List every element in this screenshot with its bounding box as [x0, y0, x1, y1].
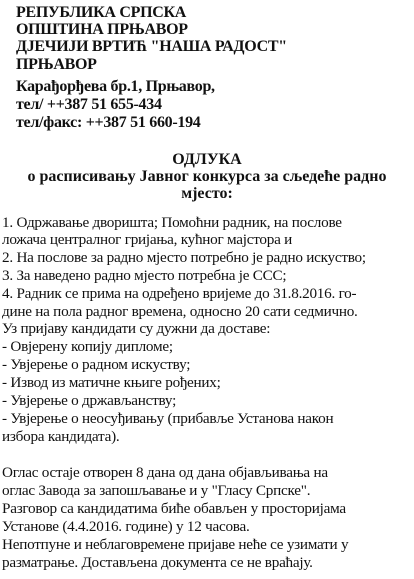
body-line-11: - Увјерење о држављанству;: [2, 392, 177, 409]
header-line-republic: РЕПУБЛИКА СРПСКА: [16, 4, 187, 21]
body-line-1: 1. Одржавање дворишта; Помоћни радник, на послове: [2, 214, 342, 231]
header-line-municipality: ОПШТИНА ПРЊАВОР: [16, 21, 188, 38]
header-line-city: ПРЊАВОР: [16, 56, 97, 73]
header-line-phone: тел/ ++387 51 655-434: [16, 96, 162, 113]
header-line-fax: тел/факс: ++387 51 660-194: [16, 114, 201, 131]
body-line-12: - Увјерење о неосуђивању (прибавље Установа након: [2, 410, 334, 427]
body-line-5: 4. Радник се прима на одређено вријеме до 31.8.2016. го-: [2, 285, 357, 302]
document-subtitle-1: о расписивању Јавног конкурса за сљедеће радно: [27, 168, 387, 185]
header-line-address: Карађорђева бр.1, Прњавор,: [16, 78, 215, 95]
body-line-4: 3. За наведено радно мјесто потребна је ССС;: [2, 267, 287, 284]
body-line-19: разматрање. Достављена документа се не враћају.: [2, 554, 313, 571]
body-line-18: Непотпуне и неблаговремене пријаве неће се узимати у: [2, 536, 349, 553]
body-line-15: оглас Завода за запошљавање и у "Гласу Српске".: [2, 482, 311, 499]
body-line-6: дине на пола радног времена, односно 20 сати седмично.: [2, 303, 358, 320]
body-line-8: - Овјерену копију дипломе;: [2, 338, 173, 355]
document-title: ОДЛУКА: [172, 151, 242, 168]
body-line-2: ложача централног гријања, кућног мајстора и: [2, 231, 293, 248]
body-line-3: 2. На послове за радно мјесто потребно је радно искуство;: [2, 249, 366, 266]
header-line-institution: ДЈЕЧИЈИ ВРТИЋ "НАША РАДОСТ": [16, 38, 287, 55]
body-line-14: Оглас остаје отворен 8 дана од дана објављивања на: [2, 464, 328, 481]
body-line-17: Установе (4.4.2016. године) у 12 часова.: [2, 518, 250, 535]
body-line-16: Разговор са кандидатима биће обављен у просторијама: [2, 500, 346, 517]
body-line-7: Уз пријаву кандидати су дужни да доставе:: [2, 320, 271, 337]
document-subtitle-2: мјесто:: [181, 185, 233, 202]
body-line-9: - Увјерење о радном искуству;: [2, 356, 191, 373]
body-line-13: избора кандидата).: [2, 428, 120, 445]
body-line-10: - Извод из матичне књиге рођених;: [2, 374, 221, 391]
